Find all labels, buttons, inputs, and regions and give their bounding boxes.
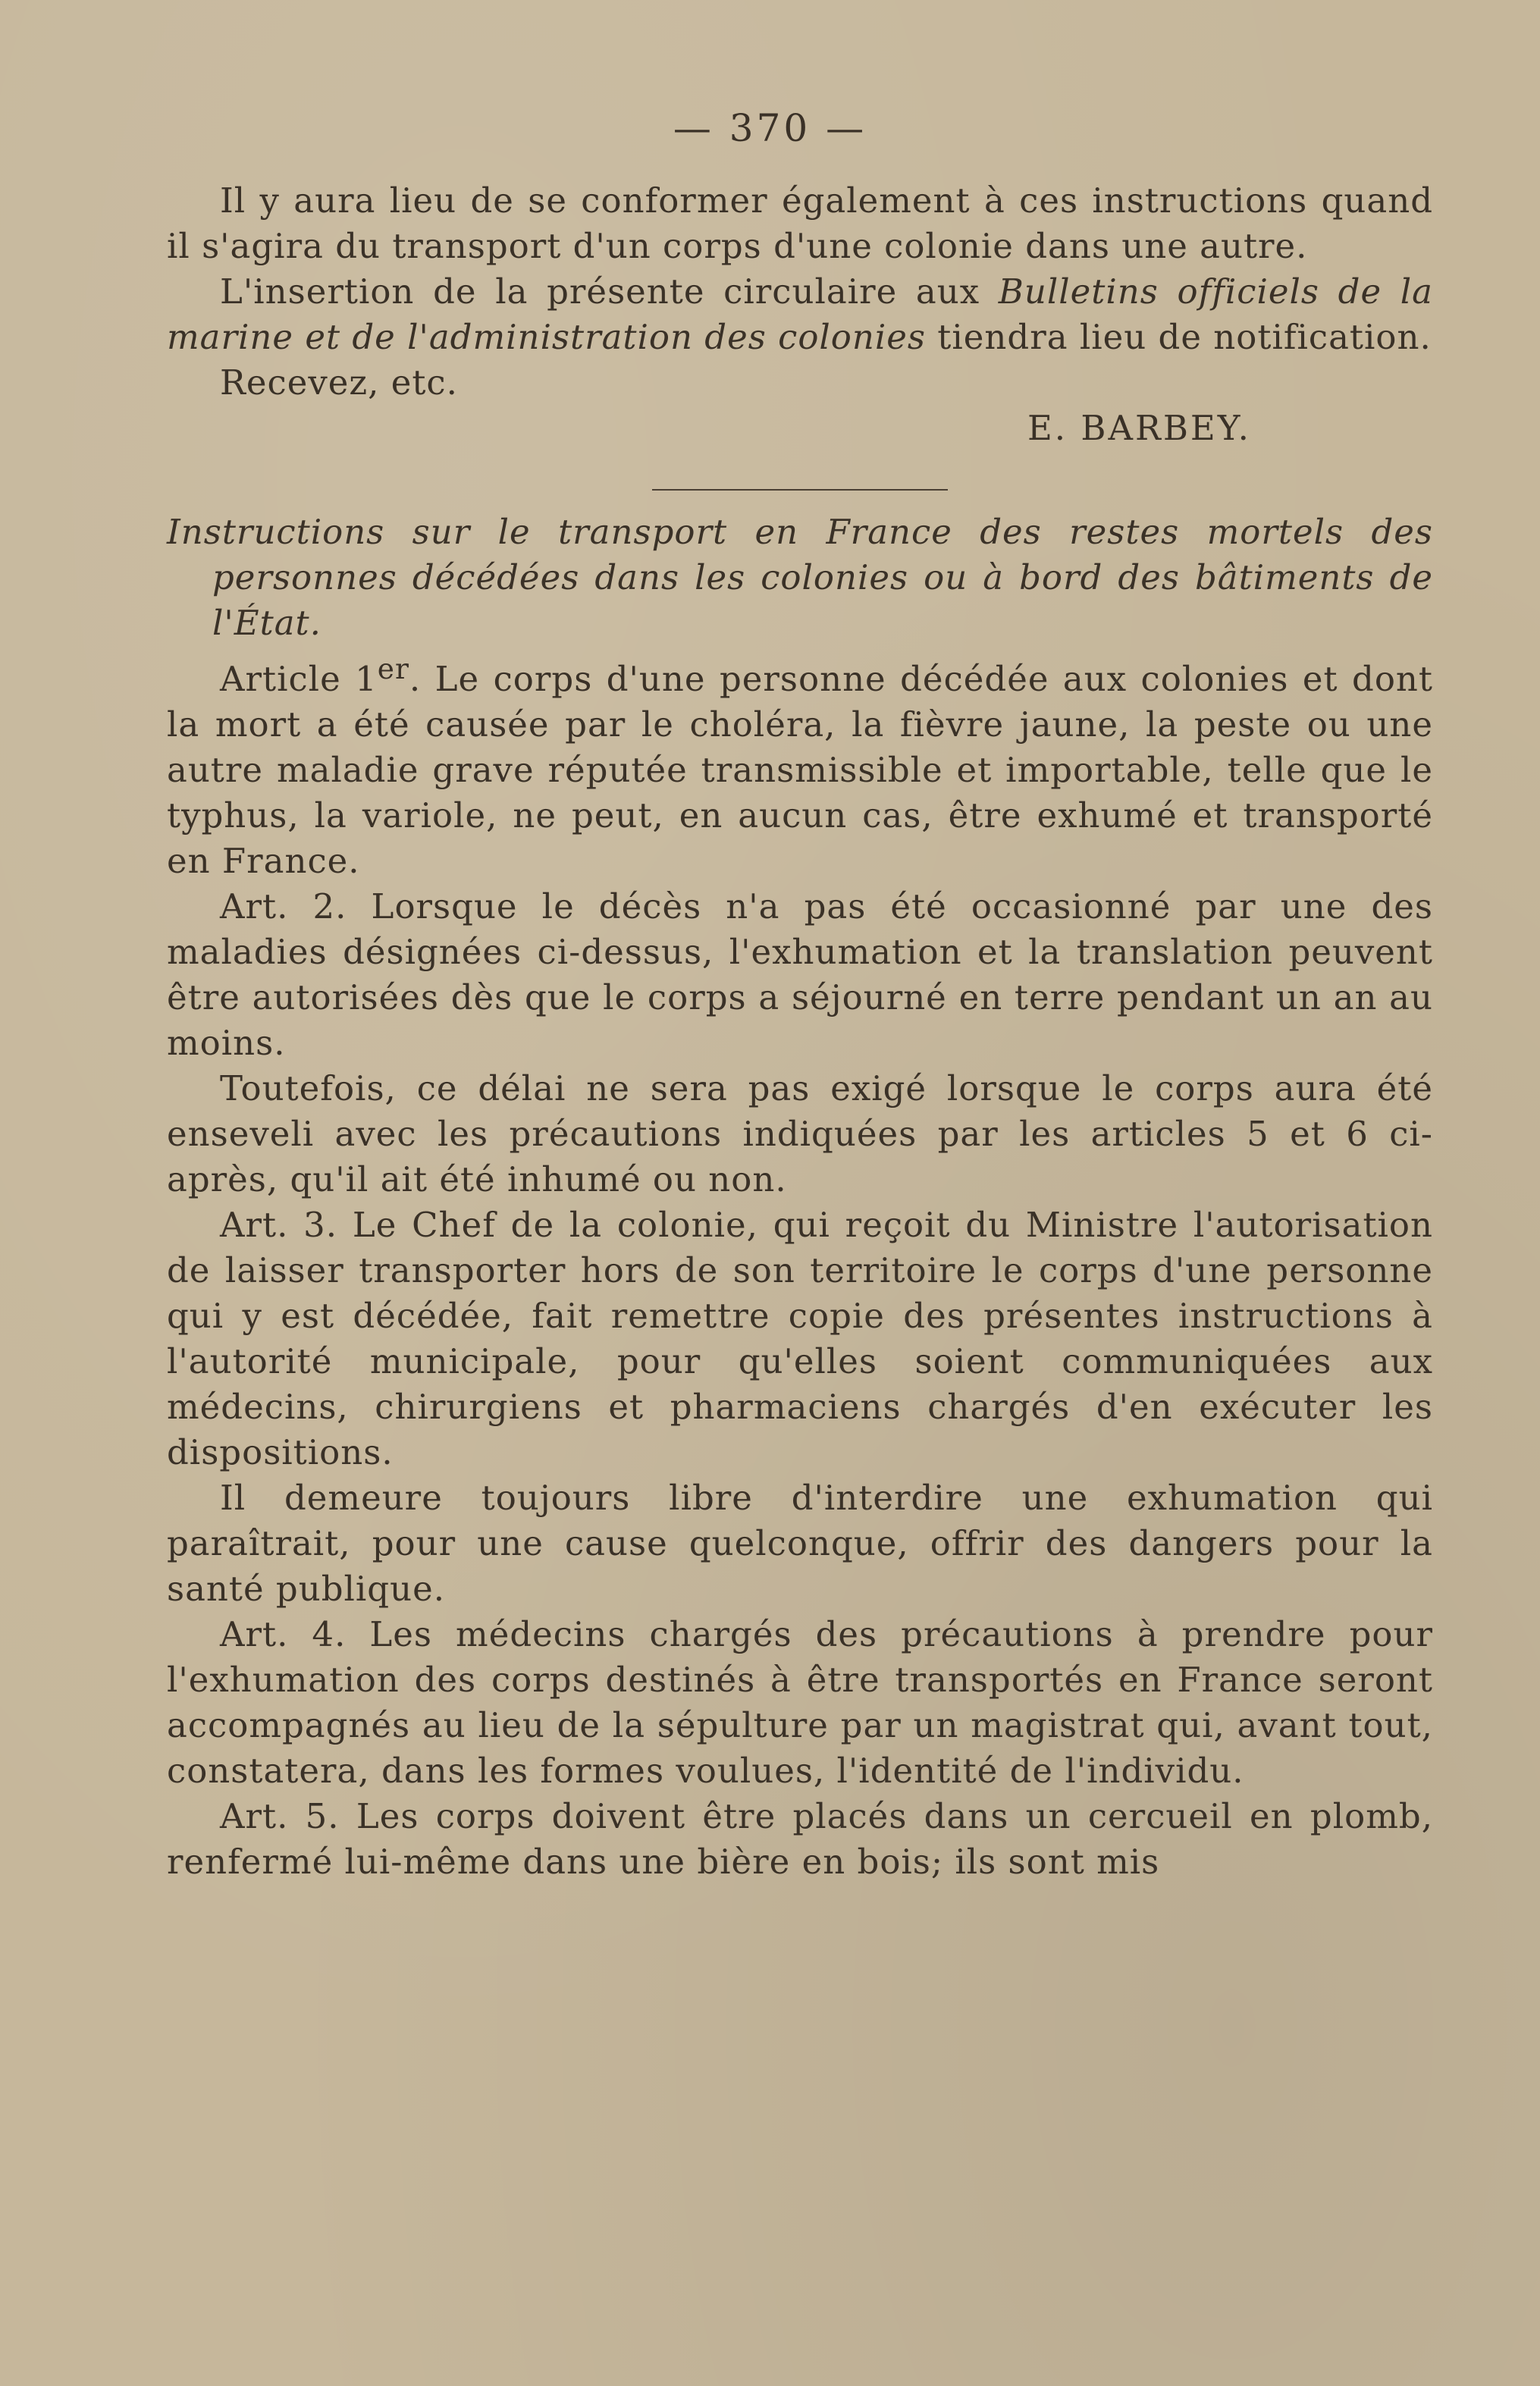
article-1-text: . Le corps d'une personne décédée aux colonies et dont la mort a été causée par le choléra, la fièvre jaune, la peste ou une autre maladie grave réputée transmissible et importable, telle que le typhus, la variole, ne peut, en aucun cas, être exhumé et transporté en France.: [167, 659, 1433, 881]
article-1-label: Article 1: [220, 659, 378, 699]
notification-text-end: tiendra lieu de notification.: [926, 317, 1432, 357]
article-3: Art. 3. Le Chef de la colonie, qui reçoit du Ministre l'autorisation de laisser transporter hors de son territoire le corps d'une personne qui y est décédée, fait remettre copie des présentes instructions à l'autorité municipale, pour qu'elles soient communiquées aux médecins, chirurgiens et pharmaciens chargés d'en exécuter les dispositions.: [167, 1205, 1433, 1472]
article-2: Art. 2. Lorsque le décès n'a pas été occasionné par une des maladies désignées ci-dessus, l'exhumation et la translation peuvent être autorisées dès que le corps a séjourné en terre pendant un an au moins.: [167, 886, 1433, 1063]
article-1: [167, 646, 1433, 884]
article-2-continued: Toutefois, ce délai ne sera pas exigé lorsque le corps aura été enseveli avec les précautions indiquées par les articles 5 et 6 ci-après, qu'il ait été inhumé ou non.: [167, 1068, 1433, 1199]
article-5: Art. 5. Les corps doivent être placés dans un cercueil en plomb, renfermé lui-même dans une bière en bois; ils sont mis: [167, 1796, 1433, 1882]
notification-text-start: L'insertion de la présente circulaire aux: [220, 271, 999, 312]
instructions-title: Instructions sur le transport en France des restes mortels des personnes décédées dans les colonies ou à bord des bâtiments de l'État.: [167, 512, 1433, 643]
section-divider: [652, 489, 948, 491]
signature: E. BARBEY.: [1027, 408, 1251, 448]
closing-formula: Recevez, etc.: [220, 362, 458, 403]
bulletins-title: Bulletins officiels de la marine et de l'administration des colonies: [167, 271, 1434, 357]
page-number: — 370 —: [673, 106, 867, 150]
article-1-superscript: er: [377, 652, 409, 685]
article-4: Art. 4. Les médecins chargés des précautions à prendre pour l'exhumation des corps destinés à être transportés en France seront accompagnés au lieu de la sépulture par un magistrat qui, avant tout, constatera, dans les formes voulues, l'identité de l'individu.: [167, 1614, 1433, 1791]
paragraph-notification: [167, 269, 1433, 360]
article-3-continued: Il demeure toujours libre d'interdire une exhumation qui paraîtrait, pour une cause quelconque, offrir des dangers pour la santé publique.: [167, 1478, 1433, 1609]
paragraph-transport-between-colonies: Il y aura lieu de se conformer également à ces instructions quand il s'agira du transport d'un corps d'une colonie dans une autre.: [167, 180, 1433, 266]
body-text: [167, 178, 1433, 1885]
